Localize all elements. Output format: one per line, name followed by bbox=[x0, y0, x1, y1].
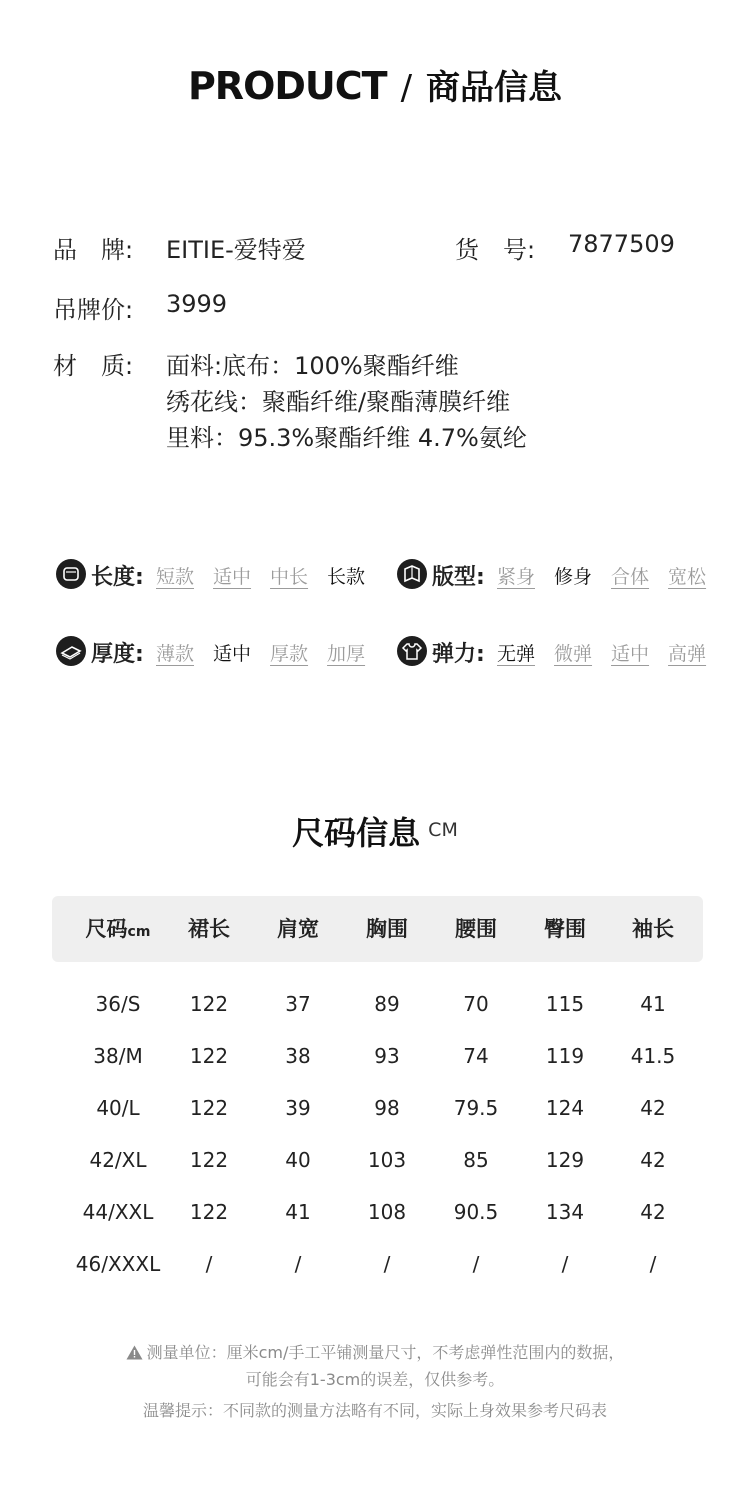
measurement-cell: / bbox=[294, 1252, 302, 1276]
measurement-cell: 119 bbox=[545, 1044, 585, 1068]
fabric-thickness-icon bbox=[56, 636, 86, 666]
header-hip: 臀围 bbox=[544, 917, 586, 941]
stretch-option-slight: 微弹 bbox=[554, 643, 593, 665]
thickness-option-medium-selected: 适中 bbox=[213, 643, 252, 665]
length-option-medium: 适中 bbox=[213, 566, 252, 588]
fit-options bbox=[497, 562, 706, 589]
thickness-option-thin: 薄款 bbox=[156, 643, 195, 665]
fit-pattern-icon bbox=[397, 559, 427, 589]
measurement-cell: 122 bbox=[189, 1148, 229, 1172]
measurement-cell: / bbox=[561, 1252, 569, 1276]
note-line-2: 可能会有1-3cm的误差，仅供参考。 bbox=[245, 1370, 505, 1389]
size-info-title bbox=[0, 808, 750, 854]
measurement-cell: 74 bbox=[463, 1044, 489, 1068]
measurement-cell: 122 bbox=[189, 992, 229, 1016]
measurement-cell: 115 bbox=[545, 992, 585, 1016]
measurement-cell: 42 bbox=[640, 1200, 666, 1224]
title-english: PRODUCT bbox=[187, 64, 387, 108]
fit-option-slim-selected: 修身 bbox=[554, 566, 593, 588]
measurement-cell: 89 bbox=[374, 992, 400, 1016]
header-chest: 胸围 bbox=[366, 917, 408, 941]
measurement-cell: / bbox=[383, 1252, 391, 1276]
size-table-header bbox=[52, 896, 703, 962]
material-label: 材 质: bbox=[53, 352, 134, 380]
measurement-cell: 37 bbox=[285, 992, 311, 1016]
fit-label: 版型: bbox=[432, 565, 485, 590]
measurement-cell: 93 bbox=[374, 1044, 400, 1068]
thickness-option-thick: 厚款 bbox=[270, 643, 309, 665]
size-cell: 46/XXXL bbox=[75, 1252, 161, 1276]
length-option-short: 短款 bbox=[156, 566, 195, 588]
title-chinese: 商品信息 bbox=[426, 68, 563, 108]
measurement-cell: 98 bbox=[374, 1096, 400, 1120]
stretch-tshirt-icon bbox=[397, 636, 427, 666]
stretch-option-medium: 适中 bbox=[611, 643, 650, 665]
skirt-length-icon bbox=[56, 559, 86, 589]
size-cell: 38/M bbox=[93, 1044, 143, 1068]
item-number-value: 7877509 bbox=[568, 230, 675, 258]
warning-icon bbox=[126, 1345, 143, 1364]
thickness-option-extra-thick: 加厚 bbox=[327, 643, 366, 665]
stretch-label: 弹力: bbox=[432, 642, 485, 667]
size-cell: 36/S bbox=[95, 992, 141, 1016]
measurement-cell: 122 bbox=[189, 1044, 229, 1068]
measurement-cell: 129 bbox=[545, 1148, 585, 1172]
stretch-option-none-selected: 无弹 bbox=[497, 643, 536, 665]
measurement-cell: 108 bbox=[367, 1200, 407, 1224]
note-line-1: 测量单位：厘米cm/手工平铺测量尺寸，不考虑弹性范围内的数据， bbox=[0, 1340, 750, 1364]
tag-price-value: 3999 bbox=[166, 290, 228, 318]
measurement-cell: 122 bbox=[189, 1096, 229, 1120]
size-cell: 42/XL bbox=[89, 1148, 147, 1172]
length-option-long-selected: 长款 bbox=[327, 566, 366, 588]
title-separator: / bbox=[400, 68, 413, 108]
measurement-cell: / bbox=[649, 1252, 657, 1276]
measurement-cell: 38 bbox=[285, 1044, 311, 1068]
measurement-cell: 70 bbox=[463, 992, 489, 1016]
stretch-options bbox=[497, 639, 706, 666]
measurement-cell: / bbox=[205, 1252, 213, 1276]
header-sleeve: 袖长 bbox=[632, 917, 674, 941]
measurement-cell: 124 bbox=[545, 1096, 585, 1120]
size-cell: 40/L bbox=[96, 1096, 140, 1120]
size-info-heading: 尺码信息 bbox=[292, 814, 421, 852]
length-options bbox=[156, 562, 365, 589]
measurement-cell: 40 bbox=[285, 1148, 311, 1172]
measurement-cell: 39 bbox=[285, 1096, 311, 1120]
measurement-cell: / bbox=[472, 1252, 480, 1276]
size-info-unit: CM bbox=[428, 819, 458, 841]
note-line-3: 温馨提示：不同款的测量方法略有不同，实际上身效果参考尺码表 bbox=[142, 1401, 607, 1420]
fit-option-tight: 紧身 bbox=[497, 566, 536, 588]
measurement-cell: 41.5 bbox=[630, 1044, 676, 1068]
measurement-cell: 85 bbox=[463, 1148, 489, 1172]
measurement-cell: 42 bbox=[640, 1096, 666, 1120]
measurement-cell: 41 bbox=[285, 1200, 311, 1224]
length-option-midi: 中长 bbox=[270, 566, 309, 588]
measurement-cell: 134 bbox=[545, 1200, 585, 1224]
measurement-cell: 103 bbox=[367, 1148, 407, 1172]
fit-option-loose: 宽松 bbox=[668, 566, 707, 588]
thickness-label: 厚度: bbox=[91, 642, 144, 667]
measurement-cell: 122 bbox=[189, 1200, 229, 1224]
measurement-cell: 42 bbox=[640, 1148, 666, 1172]
header-skirt-length: 裙长 bbox=[188, 917, 230, 941]
page-title bbox=[0, 60, 750, 109]
material-line: 里料：95.3%聚酯纤维 4.7%氨纶 bbox=[166, 424, 527, 452]
header-waist: 腰围 bbox=[455, 917, 497, 941]
thickness-options bbox=[156, 639, 365, 666]
stretch-option-high: 高弹 bbox=[668, 643, 707, 665]
tag-price-label: 吊牌价: bbox=[53, 296, 134, 324]
length-label: 长度: bbox=[91, 565, 144, 590]
brand-value: EITIE-爱特爱 bbox=[166, 236, 306, 264]
fit-option-regular: 合体 bbox=[611, 566, 650, 588]
measurement-cell: 41 bbox=[640, 992, 666, 1016]
header-shoulder: 肩宽 bbox=[277, 917, 319, 941]
material-line: 绣花线：聚酯纤维/聚酯薄膜纤维 bbox=[166, 388, 511, 416]
header-size: 尺码cm bbox=[85, 917, 151, 941]
measurement-cell: 90.5 bbox=[453, 1200, 499, 1224]
item-number-label: 货 号: bbox=[455, 236, 536, 264]
size-cell: 44/XXL bbox=[82, 1200, 154, 1224]
material-line: 面料:底布：100%聚酯纤维 bbox=[166, 352, 459, 380]
brand-label: 品 牌: bbox=[53, 236, 134, 264]
measurement-cell: 79.5 bbox=[453, 1096, 499, 1120]
